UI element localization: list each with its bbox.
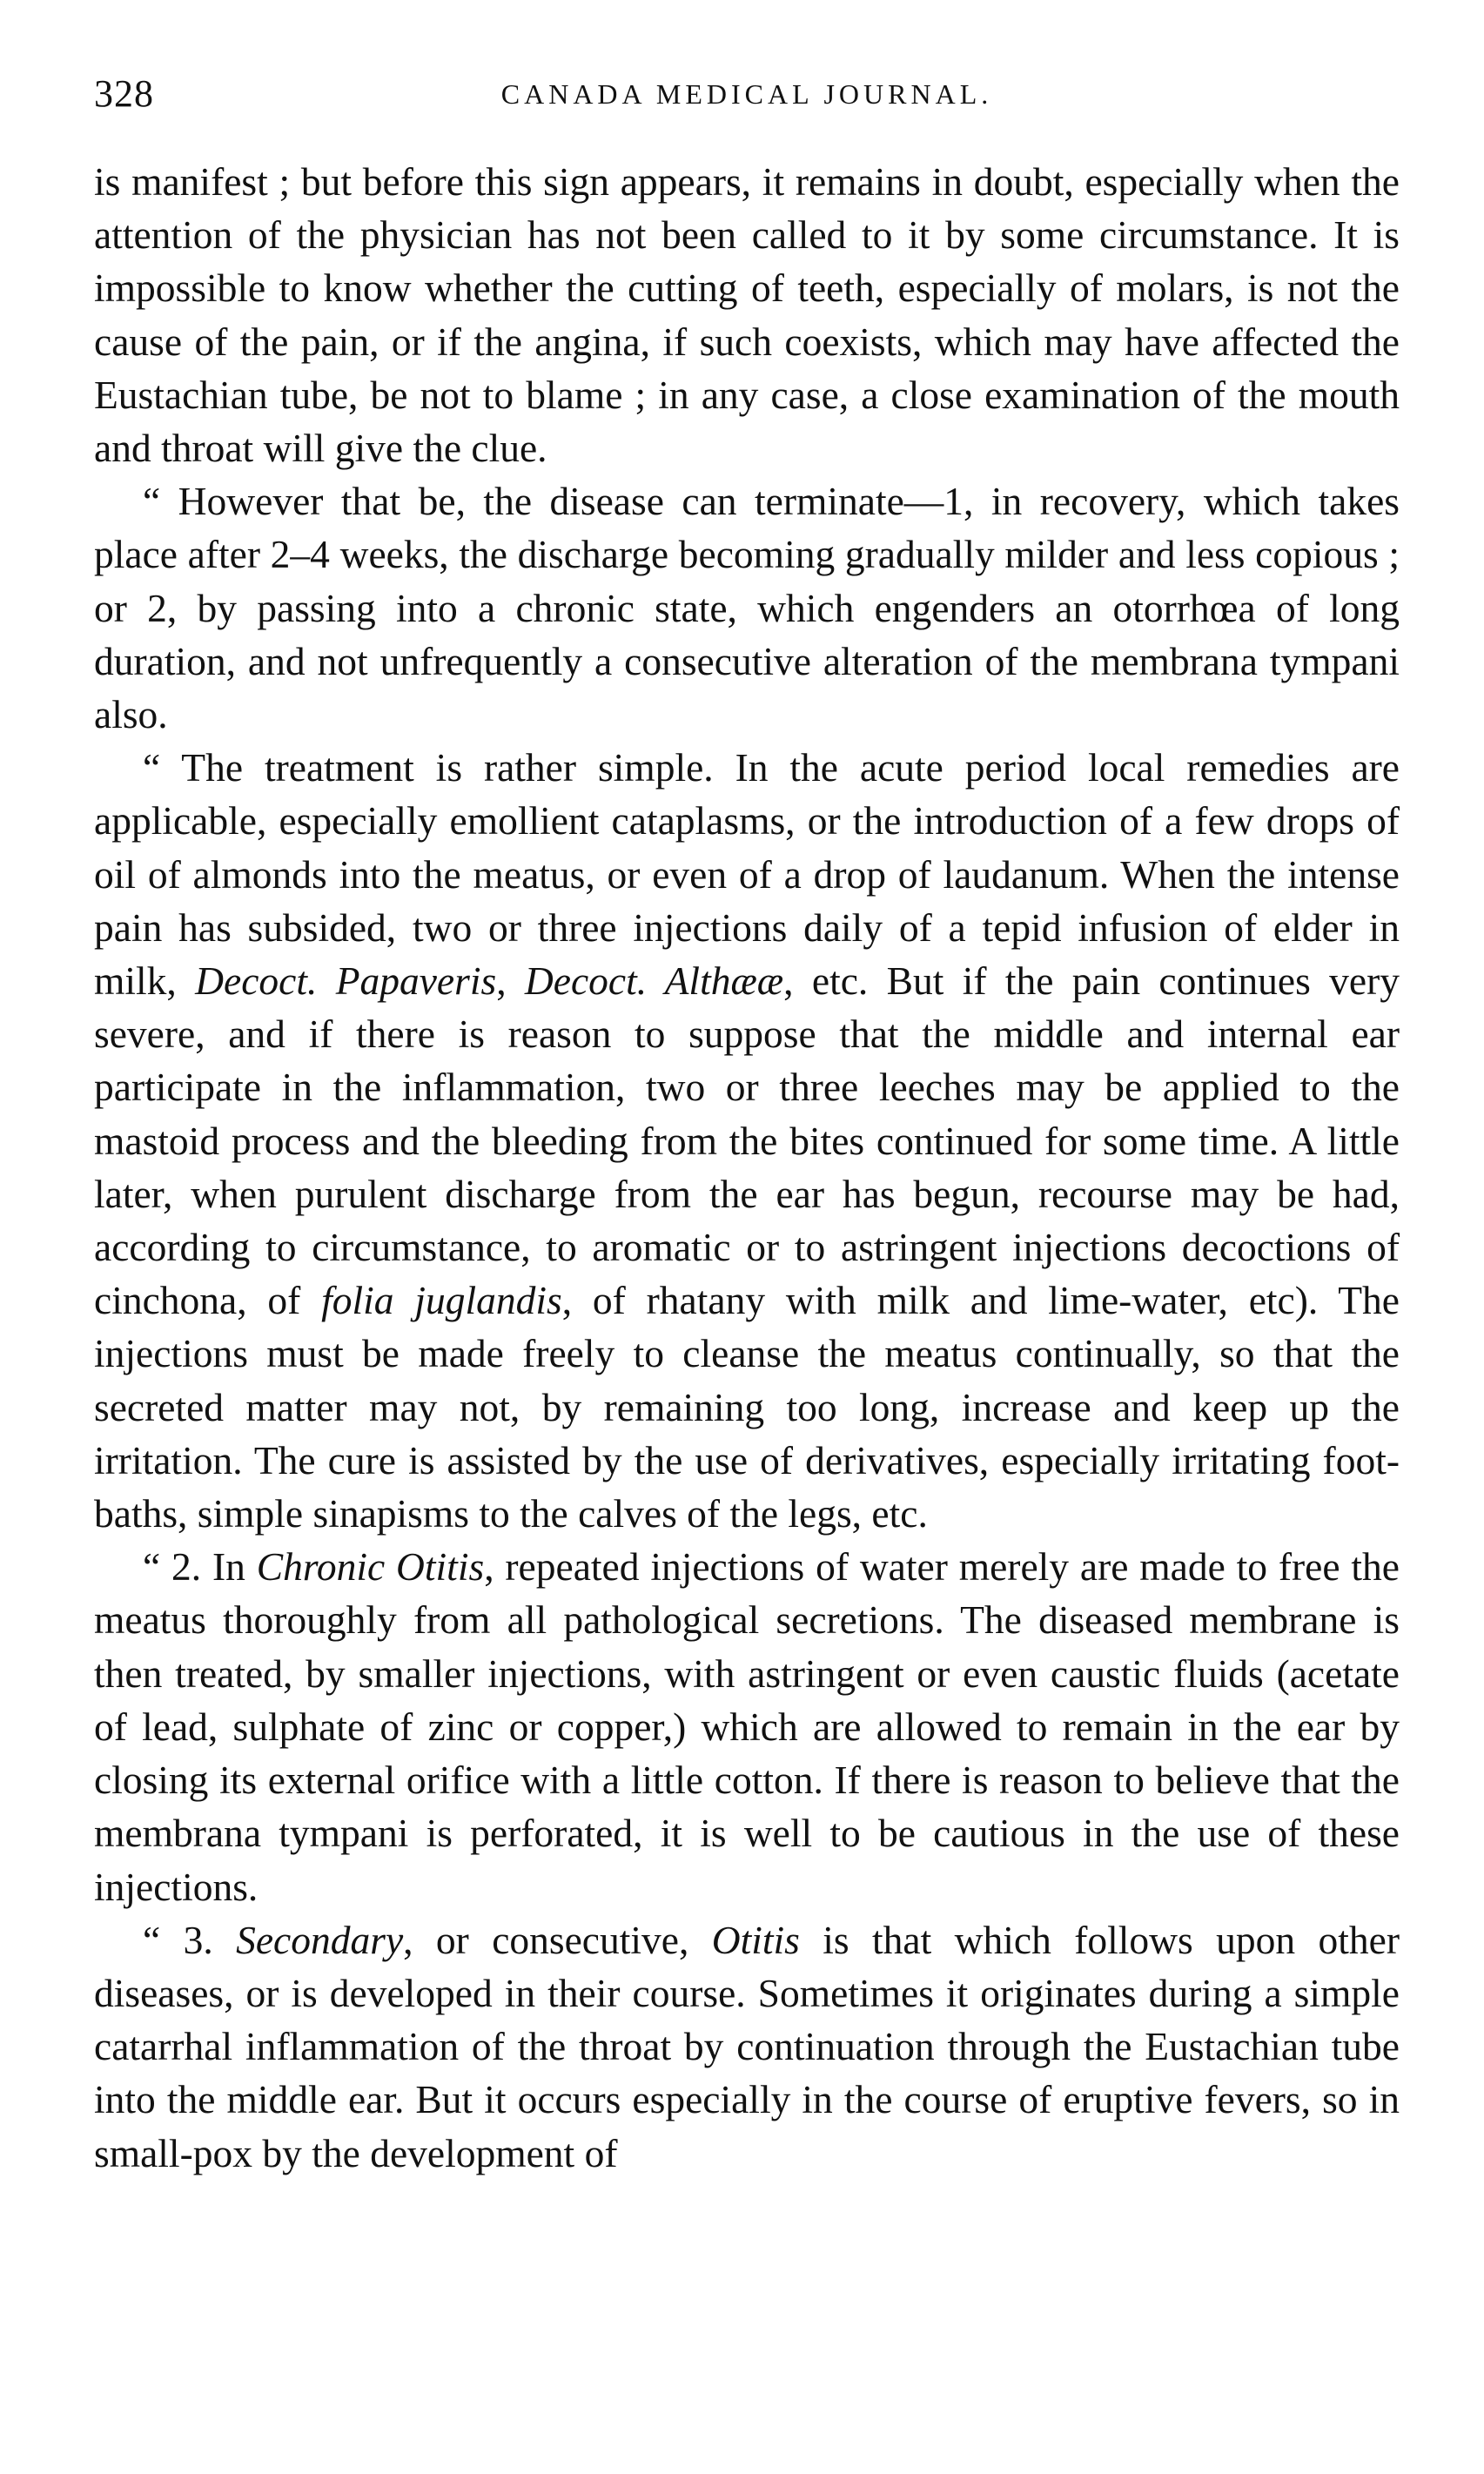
- text-run: “ The treatment is rather simple. In the acute period local remedies are applicable, especially emollient cataplasms, or the introduction of a few drops of oil of almonds into the meatus, or even of a drop of laudanum. When the intense pain has subsided, two or three injections daily of a tepid infusion of elder in milk,: [94, 745, 1400, 1004]
- italic-text: Chronic Otitis: [256, 1544, 485, 1590]
- text-run: “ 2. In: [143, 1544, 257, 1590]
- text-run: , repeated injections of water merely are made to free the meatus thoroughly from all pathological secretions. The diseased membrane is then treated, by smaller injections, with astringent or even caustic fluids (acetate of lead, sulphate of zinc or copper,) which are allowed to remain in the ear by closing its external orifice with a little cotton. If there is reason to believe that the membrana tympani is perforated, it is well to be cautious in the use of these injections.: [94, 1544, 1400, 1909]
- paragraph: [94, 741, 1400, 1540]
- body-text: [94, 155, 1400, 2180]
- page-header: [94, 61, 1400, 131]
- text-run: “ However that be, the disease can terminate—1, in recovery, which takes place after 2–4 weeks, the discharge becoming gradually milder and less copious ; or 2, by passing into a chronic state, which engenders an otorrhœa of long duration, and not unfrequently a consecutive alteration of the membrana tympani also.: [94, 479, 1400, 737]
- journal-page: [94, 61, 1400, 2446]
- text-run: is manifest ; but before this sign appears, it remains in doubt, especially when the attention of the physician has not been called to it by some circumstance. It is impossible to know whether the cutting of teeth, especially of molars, is not the cause of the pain, or if the angina, if such coexists, which may have affected the Eustachian tube, be not to blame ; in any case, a close examination of the mouth and throat will give the clue.: [94, 159, 1400, 471]
- text-run: , or consecutive,: [403, 1917, 712, 1962]
- italic-text: folia juglandis: [321, 1278, 562, 1323]
- paragraph: [94, 474, 1400, 741]
- italic-text: Secondary: [236, 1917, 404, 1962]
- text-run: , of rhatany with milk and lime-water, etc). The injections must be made freely to cleanse the meatus continually, so that the secreted matter may not, by remaining too long, increase and keep up the irritation. The cure is assisted by the use of derivatives, especially irritating foot-baths, simple sinapisms to the calves of the legs, etc.: [94, 1278, 1400, 1536]
- italic-text: Decoct. Althææ: [524, 958, 784, 1004]
- text-run: ,: [496, 958, 525, 1004]
- running-head: CANADA MEDICAL JOURNAL.: [500, 78, 993, 110]
- text-run: “ 3.: [143, 1917, 237, 1962]
- text-run: is that which follows upon other diseases, or is developed in their course. Sometimes it originates during a simple catarrhal inflammation of the throat by continuation through the Eustachian tube into the middle ear. But it occurs especially in the course of eruptive fevers, so in small-pox by the development of: [94, 1917, 1400, 2175]
- italic-text: Otitis: [711, 1917, 800, 1962]
- italic-text: Decoct. Papaveris: [195, 958, 497, 1004]
- paragraph: [94, 1913, 1400, 2180]
- paragraph: [94, 1540, 1400, 1913]
- paragraph: [94, 155, 1400, 474]
- text-run: , etc. But if the pain continues very severe, and if there is reason to suppose that the middle and internal ear participate in the inflammation, two or three leeches may be applied to the mastoid process and the bleeding from the bites continued for some time. A little later, when purulent discharge from the ear has begun, recourse may be had, according to circumstance, to aromatic or to astringent injections decoctions of cinchona, of: [94, 958, 1400, 1323]
- page-number: 328: [94, 72, 154, 115]
